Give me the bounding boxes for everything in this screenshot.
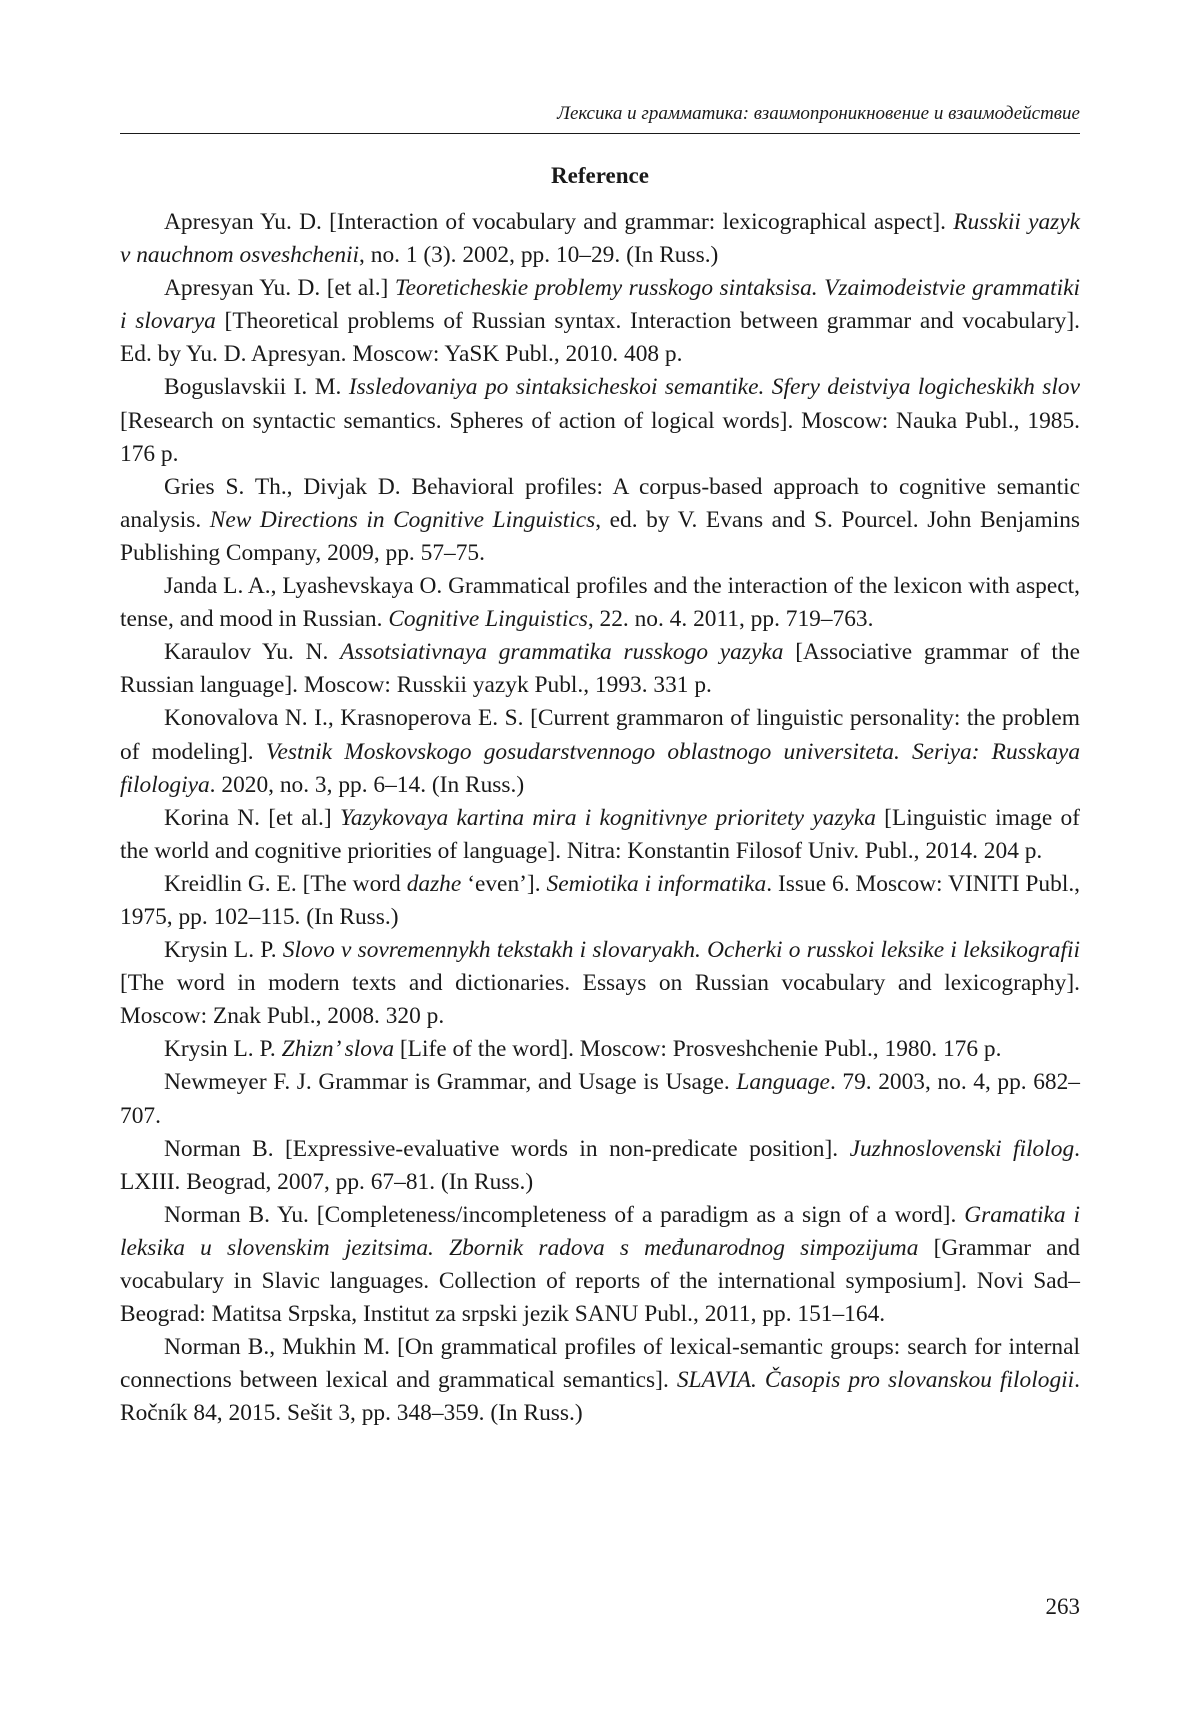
reference-title: Assotsiativnaya grammatika russkogo yazyka	[340, 639, 784, 666]
reference-text: . Issue 6. Moscow: VINITI Publ., 1975, pp. 102–115. (In Russ.)	[120, 870, 1081, 930]
reference-title: Cognitive Linguistics	[388, 606, 588, 633]
reference-text: Gries S. Th., Divjak D. Behavioral profiles: A corpus-based approach to cognitive semantic analysis.	[120, 473, 1080, 533]
reference-text: . Ročník 84, 2015. Sešit 3, pp. 348–359. (In Russ.)	[120, 1367, 1080, 1427]
reference-text: Krysin L. P.	[164, 1036, 282, 1063]
reference-entry	[120, 206, 1080, 272]
reference-title: Slovo v sovremennykh tekstakh i slovaryakh. Ocherki o russkoi leksike i leksikografii	[282, 937, 1080, 964]
section-title: Reference	[551, 163, 649, 188]
header-rule	[120, 133, 1080, 134]
reference-title: Teoreticheskie problemy russkogo sintaksisa. Vzaimodeistvie grammatiki i slovarya	[120, 275, 1080, 335]
reference-title: Russkii yazyk v nauchnom osveshchenii	[120, 209, 1081, 269]
reference-text: Apresyan Yu. D. [et al.]	[164, 275, 395, 302]
reference-text: [Linguistic image of the world and cognitive priorities of language]. Nitra: Konstantin Filosof Univ. Publ., 2014. 204 p.	[120, 804, 1080, 864]
reference-text: Norman B., Mukhin M. [On grammatical profiles of lexical-semantic groups: search for internal connections between lexical and grammatical semantics].	[120, 1334, 1080, 1394]
reference-entry	[120, 1331, 1080, 1430]
reference-title: Semiotika i informatika	[546, 870, 767, 897]
running-head: Лексика и грамматика: взаимопроникновение и взаимодействие	[557, 103, 1080, 124]
reference-text: [The word in modern texts and dictionaries. Essays on Russian vocabulary and lexicography]. Moscow: Znak Publ., 2008. 320 p.	[120, 970, 1080, 1030]
reference-text: Norman B. Yu. [Completeness/incompleteness of a paradigm as a sign of a word].	[164, 1201, 965, 1228]
reference-text: [Research on syntactic semantics. Spheres of action of logical words]. Moscow: Nauka Publ., 1985. 176 p.	[120, 407, 1080, 467]
reference-text: [Associative grammar of the Russian language]. Moscow: Russkii yazyk Publ., 1993. 331 p.	[120, 639, 1080, 699]
reference-text: Boguslavskii I. M.	[164, 374, 349, 401]
reference-text: [Theoretical problems of Russian syntax. Interaction between grammar and vocabulary]. Ed. by Yu. D. Apresyan. Moscow: YaSK Publ., 2010. 408 p.	[120, 308, 1080, 368]
reference-title: Vestnik Moskovskogo gosudarstvennogo oblastnogo universiteta. Seriya: Russkaya filologiya	[120, 738, 1081, 798]
reference-text: , no. 1 (3). 2002, pp. 10–29. (In Russ.)	[359, 242, 719, 269]
reference-text: Korina N. [et al.]	[164, 804, 340, 831]
reference-text: [Grammar and vocabulary in Slavic languages. Collection of reports of the international symposium]. Novi Sad–Beograd: Matitsa Srpska, Institut za srpski jezik SANU Publ., 2011, pp. 151–164.	[120, 1234, 1080, 1328]
reference-entry	[120, 371, 1080, 470]
reference-entry	[120, 1133, 1080, 1199]
reference-text: . 2020, no. 3, pp. 6–14. (In Russ.)	[209, 771, 525, 798]
reference-text: Janda L. A., Lyashevskaya O. Grammatical profiles and the interaction of the lexicon with aspect, tense, and mood in Russian.	[120, 573, 1080, 633]
reference-title: SLAVIA. Časopis pro slovanskou filologii	[676, 1367, 1075, 1394]
document-page	[120, 0, 1080, 1710]
reference-list	[120, 206, 1080, 1430]
reference-entry	[120, 272, 1080, 371]
reference-title: Language	[736, 1069, 830, 1096]
reference-text: Apresyan Yu. D. [Interaction of vocabulary and grammar: lexicographical aspect].	[164, 209, 954, 235]
reference-text: , 22. no. 4. 2011, pp. 719–763.	[587, 606, 874, 633]
reference-text: Kreidlin G. E. [The word	[164, 870, 407, 897]
reference-text: Krysin L. P.	[164, 937, 283, 964]
reference-text: Newmeyer F. J. Grammar is Grammar, and Usage is Usage.	[164, 1069, 737, 1096]
reference-entry	[120, 471, 1080, 570]
reference-title: dazhe	[406, 870, 462, 897]
reference-title: Gramatika i leksika u slovenskim jezitsima. Zbornik radova s međunarodnog simpozijuma	[120, 1201, 1080, 1261]
reference-text: Konovalova N. I., Krasnoperova E. S. [Current grammaron of linguistic personality: the problem of modeling].	[120, 705, 1080, 765]
reference-entry	[120, 1066, 1080, 1132]
reference-entry	[120, 702, 1080, 801]
reference-text: Norman B. [Expressive-evaluative words in non-predicate position].	[164, 1135, 850, 1162]
reference-title: Yazykovaya kartina mira i kognitivnye prioritety yazyka	[339, 804, 876, 831]
reference-entry	[120, 1033, 1080, 1066]
reference-title: Issledovaniya po sintaksicheskoi semantike. Sfery deistviya logicheskikh slov	[348, 374, 1080, 401]
page-number: 263	[1045, 1594, 1080, 1619]
reference-text: [Life of the word]. Moscow: Prosveshchenie Publ., 1980. 176 p.	[394, 1036, 1002, 1063]
reference-entry	[120, 636, 1080, 702]
reference-text: Karaulov Yu. N.	[164, 639, 341, 666]
reference-text: ‘even’].	[461, 870, 547, 897]
reference-text: , ed. by V. Evans and S. Pourcel. John Benjamins Publishing Company, 2009, pp. 57–75.	[120, 506, 1080, 566]
reference-entry	[120, 934, 1080, 1033]
reference-title: New Directions in Cognitive Linguistics	[209, 506, 596, 533]
reference-entry	[120, 570, 1080, 636]
reference-title: Juzhnoslovenski filolog	[849, 1135, 1075, 1162]
reference-text: . LXIII. Beograd, 2007, pp. 67–81. (In Russ.)	[120, 1135, 1080, 1195]
reference-entry	[120, 868, 1080, 934]
reference-entry	[120, 802, 1080, 868]
reference-entry	[120, 1199, 1080, 1331]
reference-text: . 79. 2003, no. 4, pp. 682–707.	[120, 1069, 1081, 1129]
reference-title: Zhizn’ slova	[281, 1036, 395, 1063]
